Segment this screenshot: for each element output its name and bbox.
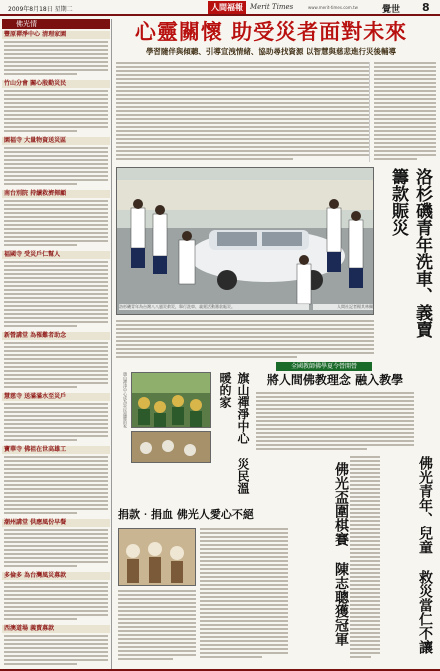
youth-children-title: 佛光青年、兒童 救災當仁不讓 [417,456,433,654]
chishan-photo-caption [122,372,130,432]
chishan-illustration-2 [132,432,211,463]
left-headline-2: 竹山分會 關心殷勤災民 [2,80,110,88]
car-wash-caption-right: 人間社記者楊其林攝 [313,304,373,310]
left-text-11 [4,635,108,667]
left-text-1 [4,41,108,77]
car-wash-caption-left: 洛杉磯青年為台灣八八風災救災，舉行洗車、義賣活動籌款賑災。 [119,304,309,310]
chishan-title: 旗山禪淨中心 災民溫暖的家 [218,372,250,494]
left-headline-1: 豐原禪淨中心 清理家園 [2,31,110,39]
car-wash-text [116,320,374,360]
article-text-right-strip [374,62,436,164]
donation-text [200,528,288,664]
masthead-website: www.merit-times.com.tw [308,5,358,10]
masthead [0,0,440,16]
left-text-10 [4,582,108,622]
donation-photo [118,528,196,586]
masthead-logo: 人間福報 [211,3,243,12]
left-text-7 [4,403,108,443]
car-wash-photo [116,167,374,315]
donation-text-2 [118,590,196,664]
masthead-date: 2009年8月18日 星期二 [8,6,73,13]
left-headline-9: 潮州講堂 供應風份早餐 [2,519,110,527]
left-headline-3: 園福寺 大量物資送災區 [2,137,110,145]
left-headline-11: 西澳道場 義賣募款 [2,625,110,633]
car-wash-title: 洛杉磯青年洗車、義賣 籌款賑災 [388,168,432,338]
left-headline-8: 寶華寺 佛祖在世高雄工 [2,446,110,454]
donation-illustration [119,529,196,586]
left-headline-10: 多倫多 為台灣風災募款 [2,572,110,580]
left-text-5 [4,261,108,329]
logo-badge [208,1,246,14]
left-text-8 [4,456,108,516]
chishan-photo [131,372,211,428]
chishan-caption: 旗山禪淨中心成為災民溫暖的家 [123,372,128,428]
teachers-headline: 將人間佛教理念 融入教學 [266,373,404,387]
go-tournament-title: 佛光盃圍棋賽 陳志聰獲冠軍 [333,462,349,646]
car-wash-illustration [117,168,374,315]
left-headline-7: 慧慈寺 送滿滿水至災戶 [2,393,110,401]
teachers-badge [276,362,372,371]
left-text-2 [4,90,108,134]
chishan-photo-2 [131,431,211,463]
chishan-illustration [132,373,211,428]
article-text-top [116,62,370,162]
masthead-english: Merit Times [250,3,294,11]
subheadline: 學習隨伴與傾聽、引導宣洩情緒、協助尋找資源 以智慧與慈悲進行災後輔導 [145,47,397,56]
left-text-6 [4,342,108,390]
masthead-page-number: 8 [422,1,430,14]
teachers-text [256,392,414,452]
left-column [2,19,112,669]
left-text-9 [4,529,108,569]
donation-headline: 捐款‧捐血 佛光人愛心不絕 [118,508,254,521]
masthead-section: 覺世 [382,5,401,15]
left-headline-6: 新營講堂 為罹難者助念 [2,332,110,340]
go-tournament-text [350,456,380,664]
left-column-header [2,19,110,29]
left-column-header-text: 佛光情 [16,20,37,28]
left-text-4 [4,200,108,248]
left-headline-4: 南台別院 持續救濟揮顧 [2,190,110,198]
main-headline: 心靈關懷 助受災者面對未來 [134,20,408,44]
left-headline-5: 福國寺 受災戶仁幫人 [2,251,110,259]
teachers-badge-text: 全國教師佛學夏令營開營 [290,363,357,370]
left-text-3 [4,147,108,187]
